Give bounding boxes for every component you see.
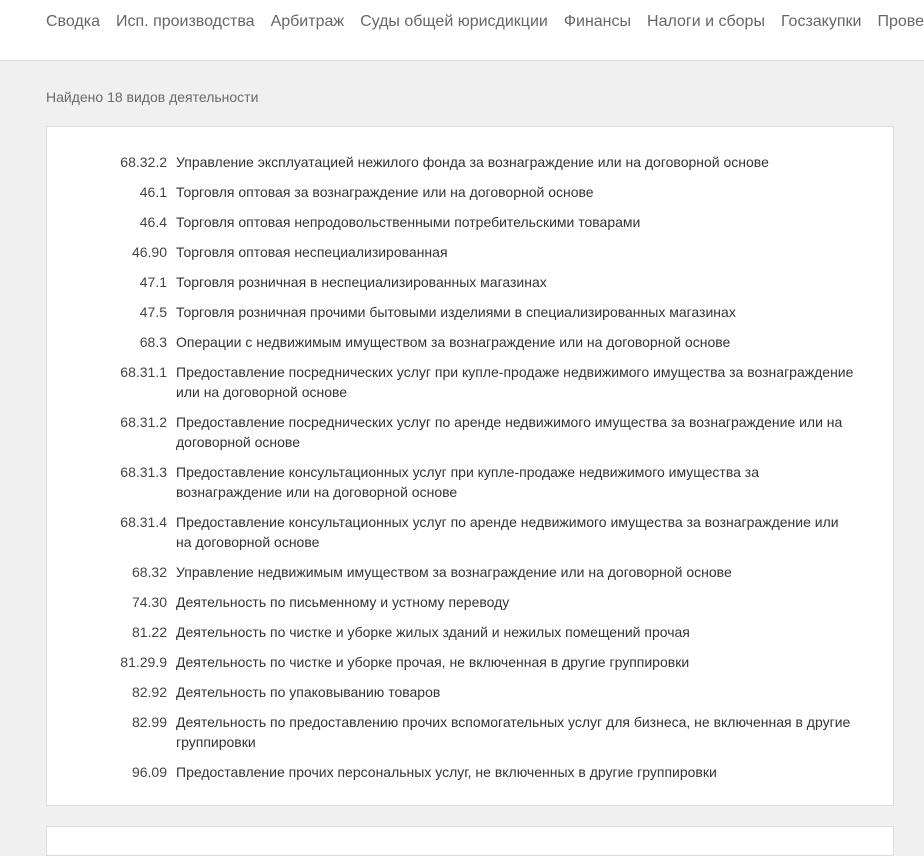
activity-code: 68.31.1	[120, 364, 167, 380]
activity-code: 46.90	[131, 244, 167, 260]
activity-code: 68.32.2	[120, 154, 167, 170]
activity-code: 46.1	[139, 184, 167, 200]
list-item	[47, 462, 893, 502]
results-count: Найдено 18 видов деятельности	[46, 89, 259, 105]
activity-code: 68.3	[139, 334, 167, 350]
list-item	[47, 512, 893, 552]
list-item	[47, 712, 893, 752]
tab-general-courts[interactable]: Суды общей юрисдикции	[360, 13, 548, 30]
list-item	[47, 562, 893, 582]
list-item	[47, 592, 893, 612]
activity-title: Торговля оптовая непродовольственными потребительскими товарами	[176, 214, 641, 230]
nav-tabs	[46, 12, 924, 32]
list-item	[47, 242, 893, 262]
list-item	[47, 682, 893, 702]
activity-title: Торговля оптовая неспециализированная	[176, 244, 448, 260]
activity-code: 47.5	[139, 304, 167, 320]
activity-title: Торговля розничная в неспециализированных магазинах	[176, 274, 547, 290]
activity-code: 81.29.9	[120, 654, 167, 670]
list-item	[47, 622, 893, 642]
activity-code: 46.4	[139, 214, 167, 230]
activity-list	[47, 152, 893, 792]
activity-title: Операции с недвижимым имуществом за вознаграждение или на договорной основе	[176, 334, 731, 350]
next-section-card	[46, 826, 894, 856]
list-item	[47, 182, 893, 202]
list-item	[47, 272, 893, 292]
tab-summary[interactable]: Сводка	[46, 13, 101, 30]
tab-enforcement-proceedings[interactable]: Исп. производства	[116, 13, 255, 30]
activity-title: Торговля розничная прочими бытовыми изделиями в специализированных магазинах	[176, 304, 736, 320]
top-navigation	[0, 0, 924, 61]
list-item	[47, 412, 893, 452]
activity-title: Деятельность по упаковыванию товаров	[176, 684, 441, 700]
tab-taxes[interactable]: Налоги и сборы	[647, 13, 765, 30]
tab-procurement[interactable]: Госзакупки	[780, 13, 862, 30]
activity-title: Предоставление посреднических услуг при купле-продаже недвижимого имущества за вознаграждение или на договорной основе	[176, 364, 854, 400]
activity-title: Управление эксплуатацией нежилого фонда за вознаграждение или на договорной основе	[176, 154, 769, 170]
activity-code: 68.31.2	[120, 414, 167, 430]
list-item	[47, 332, 893, 352]
activity-code: 82.99	[131, 714, 167, 730]
list-item	[47, 212, 893, 232]
activity-title: Торговля оптовая за вознаграждение или на договорной основе	[176, 184, 594, 200]
activity-title: Деятельность по чистке и уборке жилых зданий и нежилых помещений прочая	[176, 624, 690, 640]
activity-title: Предоставление консультационных услуг по аренде недвижимого имущества за вознаграждение или на договорной основе	[176, 514, 839, 550]
tab-inspections[interactable]: Прове	[877, 13, 924, 30]
activity-title: Управление недвижимым имуществом за вознаграждение или на договорной основе	[176, 564, 732, 580]
activity-title: Деятельность по письменному и устному переводу	[176, 594, 510, 610]
list-item	[47, 652, 893, 672]
activity-code: 96.09	[131, 764, 167, 780]
activities-card	[46, 126, 894, 806]
activity-code: 47.1	[139, 274, 167, 290]
activity-code: 68.31.4	[120, 514, 167, 530]
activity-title: Деятельность по чистке и уборке прочая, не включенная в другие группировки	[176, 654, 690, 670]
activity-code: 82.92	[131, 684, 167, 700]
activity-code: 81.22	[131, 624, 167, 640]
activity-title: Предоставление прочих персональных услуг, не включенных в другие группировки	[176, 764, 717, 780]
activity-title: Деятельность по предоставлению прочих вспомогательных услуг для бизнеса, не включенная в другие группировки	[176, 714, 851, 750]
list-item	[47, 302, 893, 322]
activity-code: 74.30	[131, 594, 167, 610]
list-item	[47, 762, 893, 782]
tab-arbitration[interactable]: Арбитраж	[270, 13, 345, 30]
tab-finance[interactable]: Финансы	[563, 13, 632, 30]
list-item	[47, 362, 893, 402]
activity-title: Предоставление консультационных услуг при купле-продаже недвижимого имущества за вознаграждение или на договорной основе	[176, 464, 760, 500]
activity-code: 68.31.3	[120, 464, 167, 480]
list-item	[47, 152, 893, 172]
activity-code: 68.32	[131, 564, 167, 580]
activity-title: Предоставление посреднических услуг по аренде недвижимого имущества за вознаграждение или на договорной основе	[176, 414, 843, 450]
